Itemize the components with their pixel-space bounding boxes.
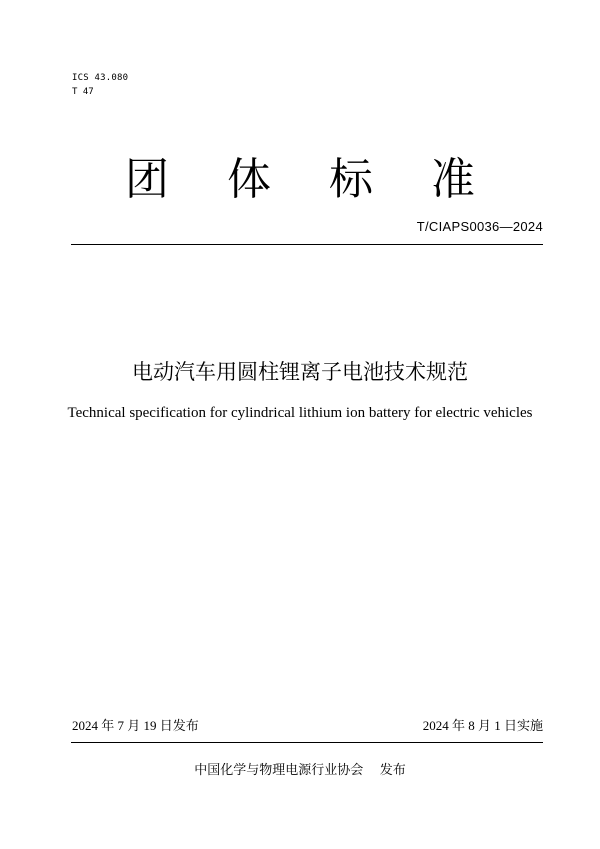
ics-code: ICS 43.080 — [72, 73, 129, 83]
bottom-divider — [71, 742, 543, 743]
implementation-date: 2024 年 8 月 1 日实施 — [422, 718, 543, 733]
top-divider — [71, 244, 543, 245]
chinese-document-title: 电动汽车用圆柱锂离子电池技术规范 — [132, 360, 468, 384]
english-document-title: Technical specification for cylindrical lithium ion battery for electric vehicles — [67, 405, 533, 421]
ccs-code: T 47 — [72, 87, 94, 97]
issuing-organization: 中国化学与物理电源行业协会 发布 — [194, 763, 406, 778]
standard-number: T/CIAPS0036—2024 — [416, 219, 543, 234]
page-title: 团 体 标 准 — [125, 154, 497, 205]
release-date: 2024 年 7 月 19 日发布 — [72, 718, 199, 733]
